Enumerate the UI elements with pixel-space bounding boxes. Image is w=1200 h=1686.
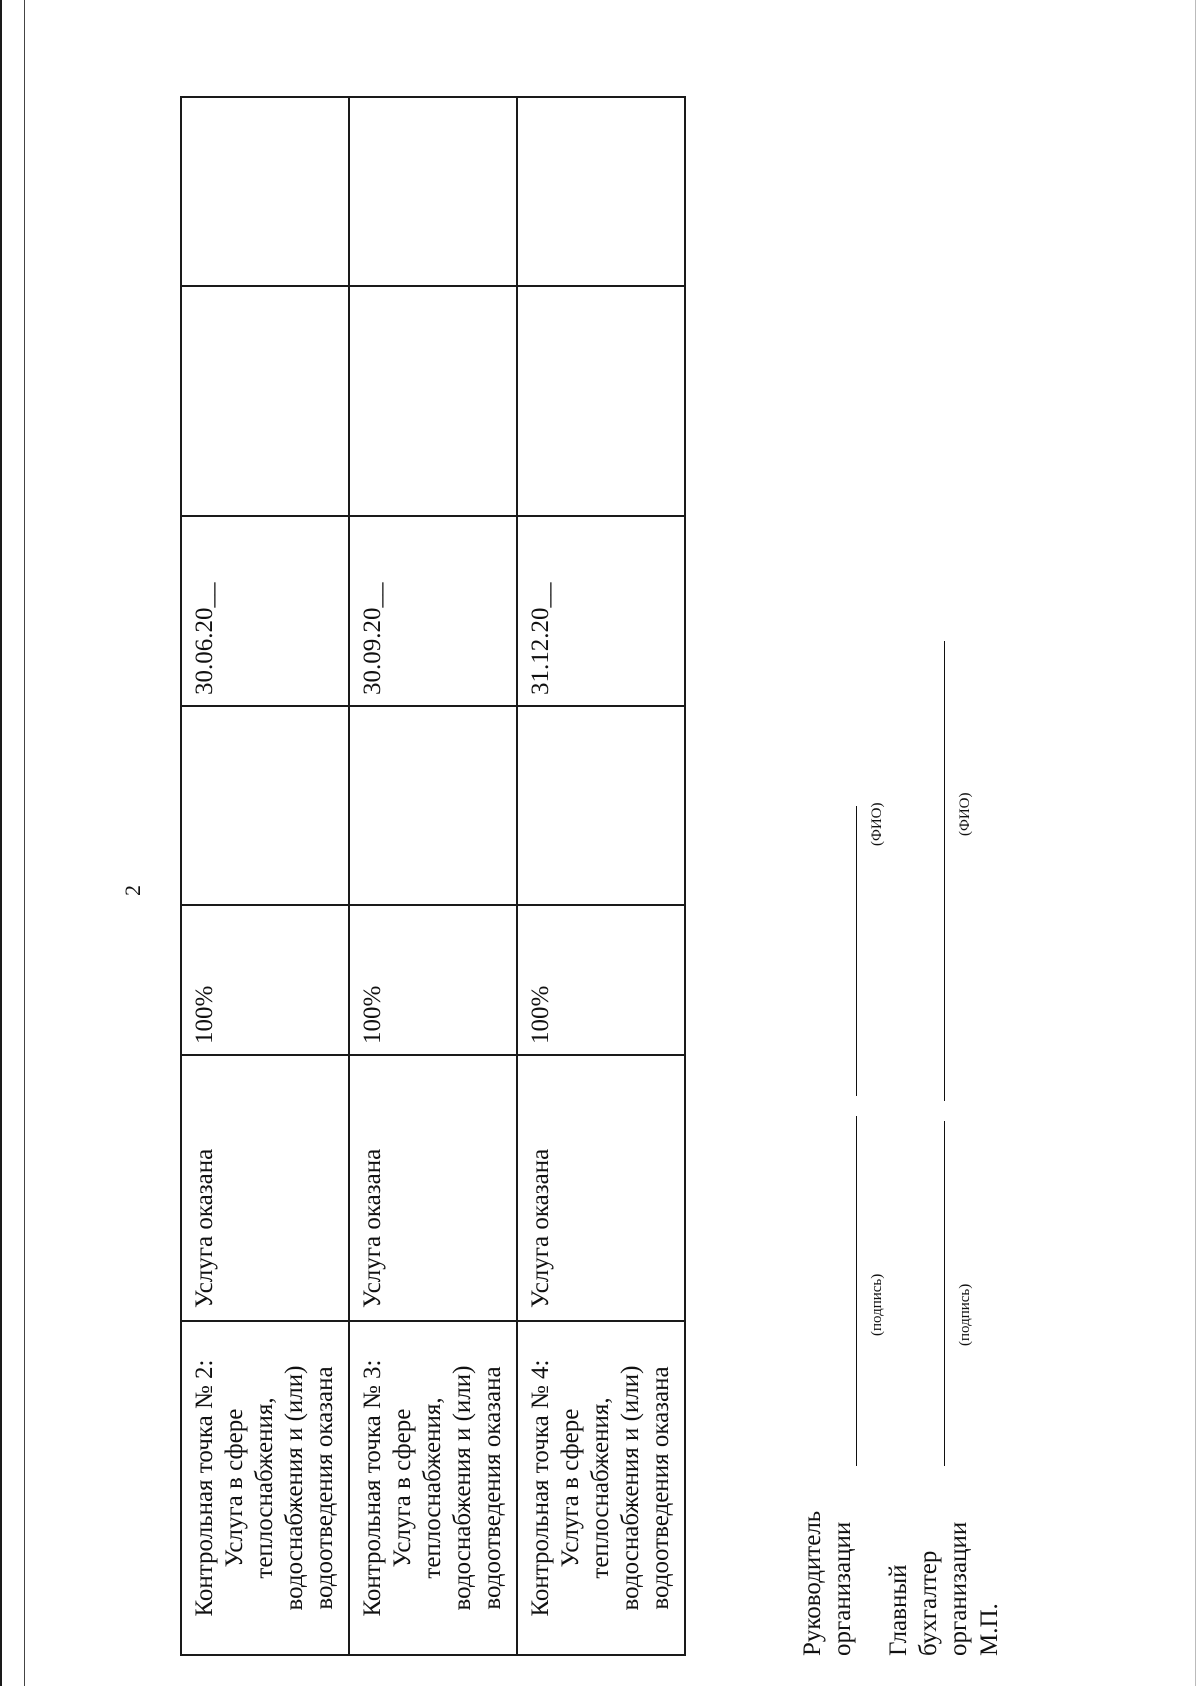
empty-cell [517, 286, 685, 516]
control-point-line: водоотведения оказана [647, 1366, 674, 1610]
empty-cell [517, 97, 685, 286]
control-point-title: Контрольная точка № 2: [191, 1359, 218, 1617]
percent-cell: 100% [181, 905, 349, 1055]
percent-cell: 100% [349, 905, 517, 1055]
control-point-line: водоснабжения и (или) [449, 1365, 476, 1611]
accountant-signature-caption: (подпись) [957, 1283, 973, 1346]
stamp-place-label: М.П. [976, 1603, 1003, 1656]
control-point-line: Услуга в сфере [221, 1408, 248, 1568]
empty-cell [349, 97, 517, 286]
head-label-line: Руководитель [799, 1510, 826, 1656]
accountant-label-line: бухгалтер [915, 1550, 942, 1656]
percent-cell: 100% [517, 905, 685, 1055]
control-point-line: Услуга в сфере [557, 1408, 584, 1568]
empty-cell [349, 286, 517, 516]
head-signature-block [798, 756, 885, 1656]
head-name-line [856, 806, 857, 1096]
empty-cell [181, 706, 349, 905]
empty-cell [181, 286, 349, 516]
date-cell: 31.12.20__ [517, 516, 685, 706]
status-cell: Услуга оказана [181, 1055, 349, 1321]
status-cell: Услуга оказана [517, 1055, 685, 1321]
control-point-line: водоотведения оказана [311, 1366, 338, 1610]
empty-cell [181, 97, 349, 286]
control-point-cell [181, 1321, 349, 1655]
control-point-cell [517, 1321, 685, 1655]
accountant-label-line: организации [945, 1521, 972, 1656]
control-point-cell [349, 1321, 517, 1655]
control-point-line: теплоснабжения, [587, 1397, 614, 1579]
head-label [798, 1486, 858, 1656]
head-signature-line [856, 1116, 857, 1466]
control-point-line: водоотведения оказана [479, 1366, 506, 1610]
accountant-signature-block [884, 756, 984, 1656]
accountant-label [884, 1486, 974, 1656]
accountant-name-caption: (ФИО) [957, 792, 973, 836]
page-number: 2 [120, 885, 145, 896]
control-point-line: водоснабжения и (или) [281, 1365, 308, 1611]
control-point-line: водоснабжения и (или) [617, 1365, 644, 1611]
head-label-line: организации [829, 1521, 856, 1656]
control-point-line: теплоснабжения, [419, 1397, 446, 1579]
empty-cell [517, 706, 685, 905]
head-name-caption: (ФИО) [869, 802, 885, 846]
control-point-line: теплоснабжения, [251, 1397, 278, 1579]
date-cell: 30.06.20__ [181, 516, 349, 706]
table-row [181, 97, 349, 1655]
control-point-line: Услуга в сфере [389, 1408, 416, 1568]
table-row [349, 97, 517, 1655]
table-row [517, 97, 685, 1655]
accountant-signature-line [944, 1121, 945, 1466]
empty-cell [349, 706, 517, 905]
control-point-title: Контрольная точка № 3: [359, 1359, 386, 1617]
date-cell: 30.09.20__ [349, 516, 517, 706]
control-points-table [180, 96, 686, 1656]
accountant-label-line: Главный [885, 1564, 912, 1656]
head-signature-caption: (подпись) [869, 1273, 885, 1336]
accountant-name-line [944, 641, 945, 1101]
control-point-title: Контрольная точка № 4: [527, 1359, 554, 1617]
status-cell: Услуга оказана [349, 1055, 517, 1321]
